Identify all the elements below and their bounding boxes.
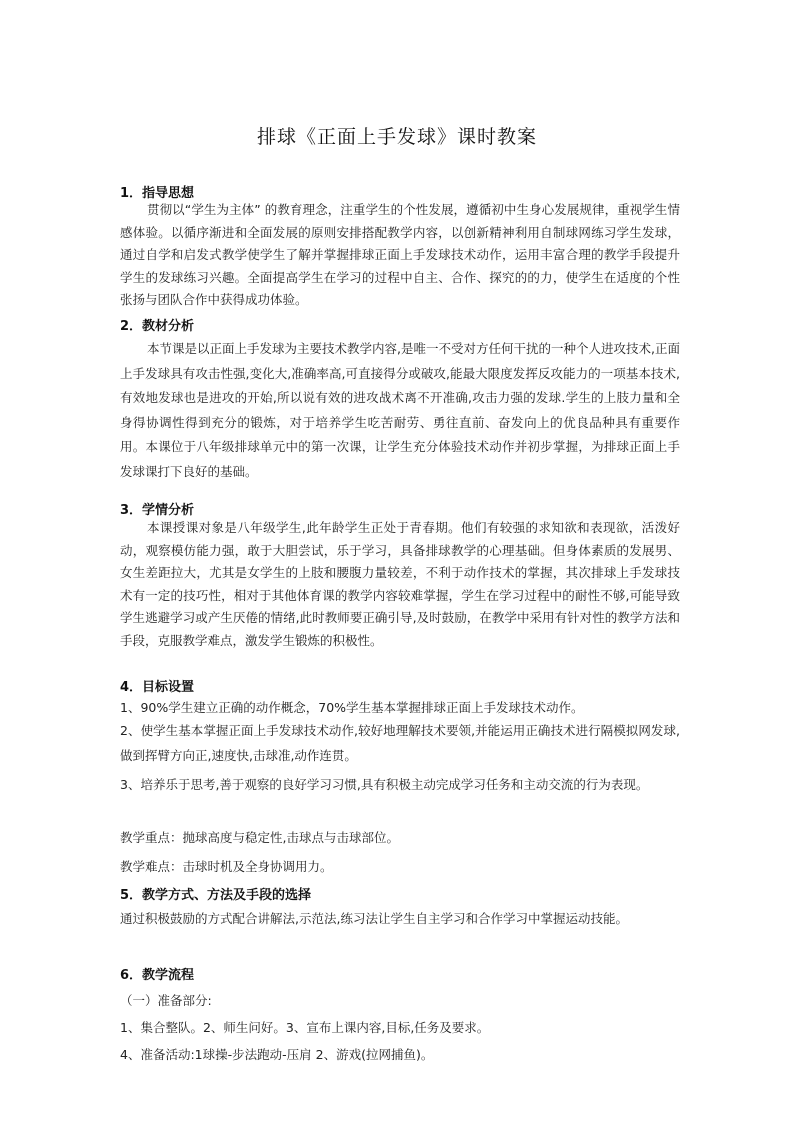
paragraph-methods: 通过积极鼓励的方式配合讲解法,示范法,练习法让学生自主学习和合作学习中掌握运动技能。 <box>120 911 628 926</box>
teaching-key-point: 教学重点：抛球高度与稳定性,击球点与击球部位。 <box>120 830 399 845</box>
section-heading-material-analysis: 2．教材分析 <box>120 319 195 334</box>
paragraph-guiding-ideology: 贯彻以“学生为主体” 的教育理念，注重学生的个性发展，遵循初中生身心发展规律，重视学生情感体验。以循序渐进和全面发展的原则安排搭配教学内容，以创新精神利用自制球网练习学生发球，通过自学和启发式教学使学生了解并掌握排球正面上手发球技术动作，运用丰富合理的教学手段提升学生的发球练习兴趣。全面提高学生在学习的过程中自主、合作、探究的的力，使学生在适度的个性张扬与团队合作中获得成功体验。 <box>120 202 680 307</box>
teaching-difficulty: 教学难点：击球时机及全身协调用力。 <box>120 859 333 874</box>
section-heading-guiding-ideology: 1．指导思想 <box>120 186 195 201</box>
paragraph-material-analysis: 本节课是以正面上手发球为主要技术教学内容,是唯一不受对方任何干扰的一种个人进攻技术,正面上手发球具有攻击性强,变化大,准确率高,可直接得分或破攻,能最大限度发挥反攻能力的一项基本技术,有效地发球也是进攻的开始,所以说有效的进攻战术离不开准确,攻击力强的发球.学生的上肢力量和全身得协调性得到充分的锻炼，对于培养学生吃苦耐劳、勇往直前、奋发向上的优良品种具有重要作用。本课位于八年级排球单元中的第一次课，让学生充分体验技术动作并初步掌握，为排球正面上手发球课打下良好的基础。 <box>120 341 680 479</box>
goal-2: 2、使学生基本掌握正面上手发球技术动作,较好地理解技术要领,并能运用正确技术进行隔模拟网发球,做到挥臂方向正,速度快,击球准,动作连贯。 <box>120 723 680 763</box>
preparation-part-label: （一）准备部分: <box>120 993 212 1008</box>
goal-3: 3、培养乐于思考,善于观察的良好学习习惯,具有积极主动完成学习任务和主动交流的行为表现。 <box>120 777 649 792</box>
section-heading-goals: 4．目标设置 <box>120 680 195 695</box>
section-heading-methods: 5．教学方式、方法及手段的选择 <box>120 888 312 903</box>
paragraph-student-analysis: 本课授课对象是八年级学生,此年龄学生正处于青春期。他们有较强的求知欲和表现欲，活泼好动，观察模仿能力强，敢于大胆尝试，乐于学习，具备排球教学的心理基础。但身体素质的发展男、女生差距拉大，尤其是女学生的上肢和腰腹力量较差，不利于动作技术的掌握，其次排球上手发球技术有一定的技巧性，相对于其他体育课的教学内容较难掌握，学生在学习过程中的耐性不够,可能导致学生逃避学习或产生厌倦的情绪,此时教师要正确引导,及时鼓励，在教学中采用有针对性的教学方法和手段，克服教学难点，激发学生锻炼的积极性。 <box>120 520 680 648</box>
section-heading-teaching-process: 6．教学流程 <box>120 968 195 983</box>
document-title: 排球《正面上手发球》课时教案 <box>256 126 537 148</box>
preparation-step-2: 4、准备活动:1球操-步法跑动-压肩 2、游戏(拉网捕鱼)。 <box>120 1047 434 1062</box>
goal-1: 1、90%学生建立正确的动作概念，70%学生基本掌握排球正面上手发球技术动作。 <box>120 700 584 715</box>
section-heading-student-analysis: 3．学情分析 <box>120 503 195 518</box>
preparation-step-1: 1、集合整队。2、师生问好。3、宣布上课内容,目标,任务及要求。 <box>120 1020 490 1035</box>
